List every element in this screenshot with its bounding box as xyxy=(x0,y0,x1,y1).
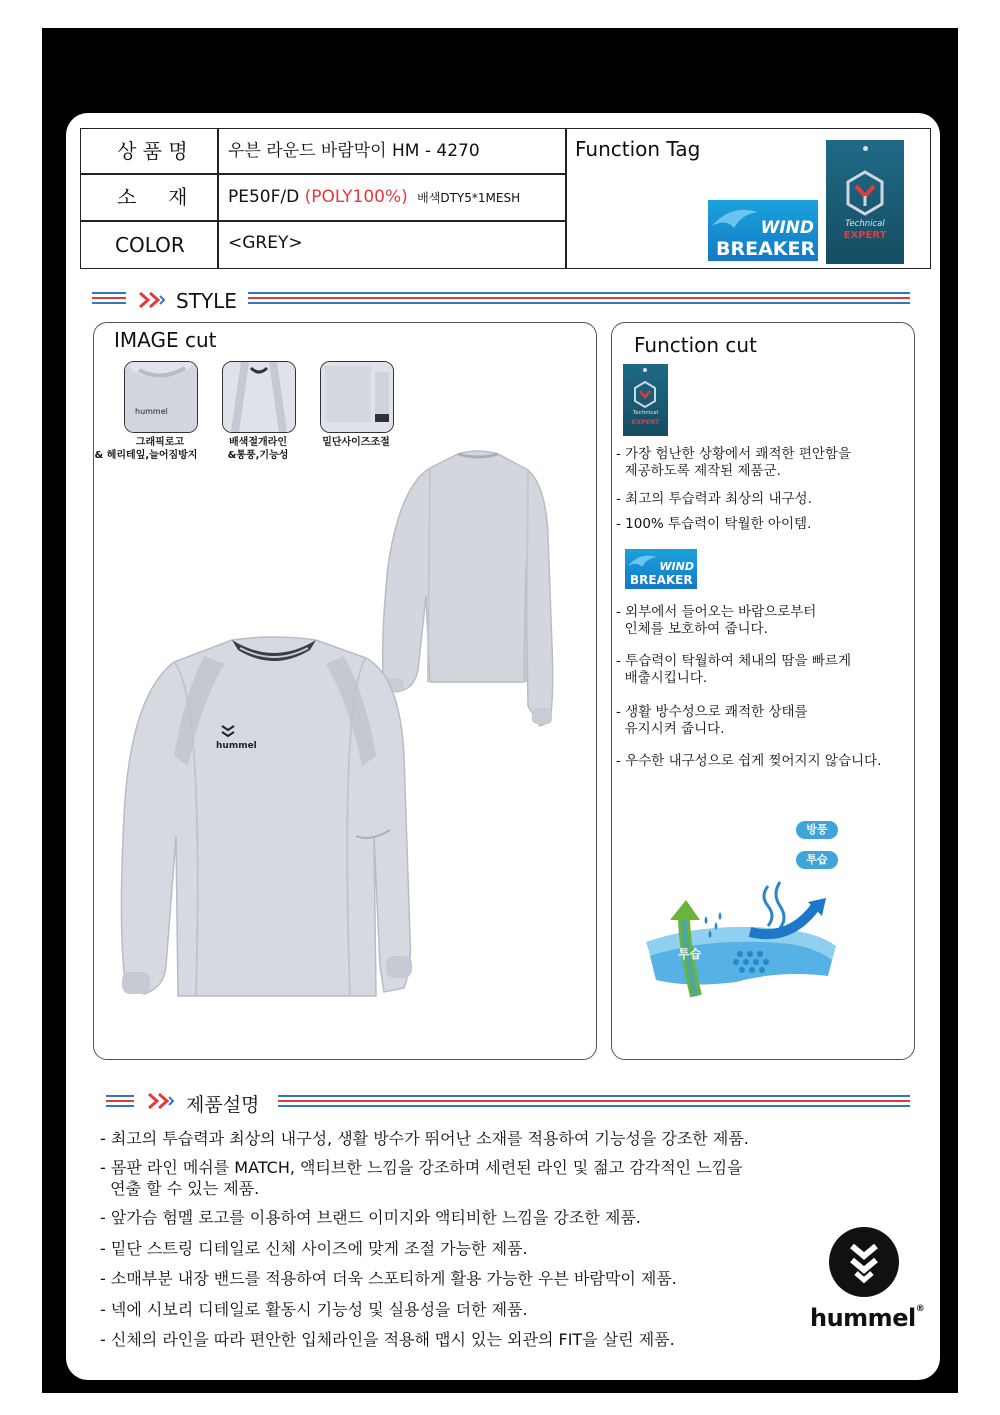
wind-feature-3: - 생활 방수성으로 쾌적한 상태를 유지시켜 줍니다. xyxy=(616,704,808,737)
panel-line-detail-image xyxy=(223,362,295,432)
chest-logo-text: hummel xyxy=(216,741,257,751)
desc-rule-left xyxy=(106,1095,134,1110)
thumb-panel-line xyxy=(222,361,296,433)
double-chevron-icon xyxy=(147,1091,177,1111)
description-title: 제품설명 xyxy=(186,1094,260,1116)
material-value-row xyxy=(228,189,520,206)
wind-feature-4: - 우수한 내구성으로 쉽게 찢어지지 않습니다. xyxy=(616,753,882,769)
expert-label: EXPERT xyxy=(843,230,887,241)
description-item-4: - 밑단 스트링 디테일로 신체 사이즈에 맞게 조절 가능한 제품. xyxy=(100,1239,528,1258)
style-rule-right xyxy=(248,292,910,307)
description-item-3: - 앞가슴 험멜 로고를 이용하여 브랜드 이미지와 액티비한 느낌을 강조한 제품. xyxy=(100,1208,641,1227)
chest-logo-detail-image xyxy=(125,362,197,432)
breaker-label: BREAKER xyxy=(716,238,816,260)
tech-feature-1: - 가장 험난한 상황에서 쾌적한 편안함을 제공하도록 제작된 제품군. xyxy=(616,446,851,479)
wind-breaker-badge xyxy=(708,200,818,261)
wind-breaker-badge-small xyxy=(625,549,697,589)
wind-feature-2: - 투습력이 탁월하여 체내의 땀을 빠르게 배출시킵니다. xyxy=(616,653,851,686)
material-highlight: (POLY100%) xyxy=(304,187,408,207)
expert-label: EXPERT xyxy=(631,418,660,426)
function-tag-title: Function Tag xyxy=(575,137,701,161)
material-value: PE50F/D xyxy=(228,187,300,207)
description-item-7: - 신체의 라인을 따라 편안한 입체라인을 적용해 맵시 있는 외관의 FIT을 살린 제품. xyxy=(100,1330,675,1349)
image-cut-title: IMAGE cut xyxy=(114,328,217,352)
windproof-tag: 방풍 xyxy=(796,821,838,839)
tech-feature-2: - 최고의 투습력과 최상의 내구성. xyxy=(616,491,812,507)
wind-label: WIND xyxy=(659,560,694,573)
technical-label: Technical xyxy=(632,410,659,416)
technical-expert-tag-small xyxy=(623,364,668,436)
thumb-caption-3: 밑단사이즈조절 xyxy=(322,437,390,448)
material-extra: 배색DTY5*1MESH xyxy=(417,191,521,205)
hummel-wordmark: hummel® xyxy=(810,1304,925,1332)
technical-label: Technical xyxy=(845,219,885,229)
thumb-caption-2: 배색절개라인 &통풍,기능성 xyxy=(227,437,289,461)
svg-text:hummel: hummel xyxy=(135,407,168,416)
color-value: <GREY> xyxy=(228,233,303,253)
color-label: COLOR xyxy=(115,233,185,257)
breaker-label: BREAKER xyxy=(630,573,693,587)
name-label: 상 품 명 xyxy=(117,139,188,163)
name-value: 우븐 라운드 바람막이 HM - 4270 xyxy=(228,141,480,161)
thumb-chest-logo xyxy=(124,361,198,433)
diagram-arrow-label: 투습 xyxy=(678,947,702,961)
function-cut-title: Function cut xyxy=(634,333,757,357)
jacket-front-image xyxy=(104,636,444,1002)
description-item-1: - 최고의 투습력과 최상의 내구성, 생활 방수가 뛰어난 소재를 적용하여 기능성을 강조한 제품. xyxy=(100,1129,749,1148)
hem-detail-image xyxy=(321,362,393,432)
description-item-2: - 몸판 라인 메쉬를 MATCH, 액티브한 느낌을 강조하며 세련된 라인 및 젊고 감각적인 느낌을 연출 할 수 있는 제품. xyxy=(100,1158,743,1198)
hummel-logo-icon xyxy=(828,1226,900,1298)
wind-feature-1: - 외부에서 들어오는 바람으로부터 인체를 보호하여 줍니다. xyxy=(616,604,817,637)
style-rule-left xyxy=(92,292,126,307)
fabric-function-diagram xyxy=(640,876,840,1000)
desc-rule-right xyxy=(278,1095,910,1110)
wind-label: WIND xyxy=(760,218,814,238)
shield-icon xyxy=(826,140,904,264)
breathable-tag: 투습 xyxy=(796,851,838,869)
thumb-hem-adjust xyxy=(320,361,394,433)
style-title: STYLE xyxy=(176,289,237,313)
description-item-5: - 소매부분 내장 밴드를 적용하여 더욱 스포티하게 활용 가능한 우븐 바람막이 제품. xyxy=(100,1269,677,1288)
material-label: 소 재 xyxy=(117,185,188,209)
double-chevron-icon xyxy=(138,290,168,310)
description-item-6: - 넥에 시보리 디테일로 활동시 기능성 및 실용성을 더한 제품. xyxy=(100,1300,528,1319)
tech-feature-3: - 100% 투습력이 탁월한 아이템. xyxy=(616,516,812,532)
technical-expert-tag xyxy=(826,140,904,264)
thumb-caption-1: 그래픽로고 & 헤리테잎,늘어짐방지 xyxy=(94,437,198,461)
